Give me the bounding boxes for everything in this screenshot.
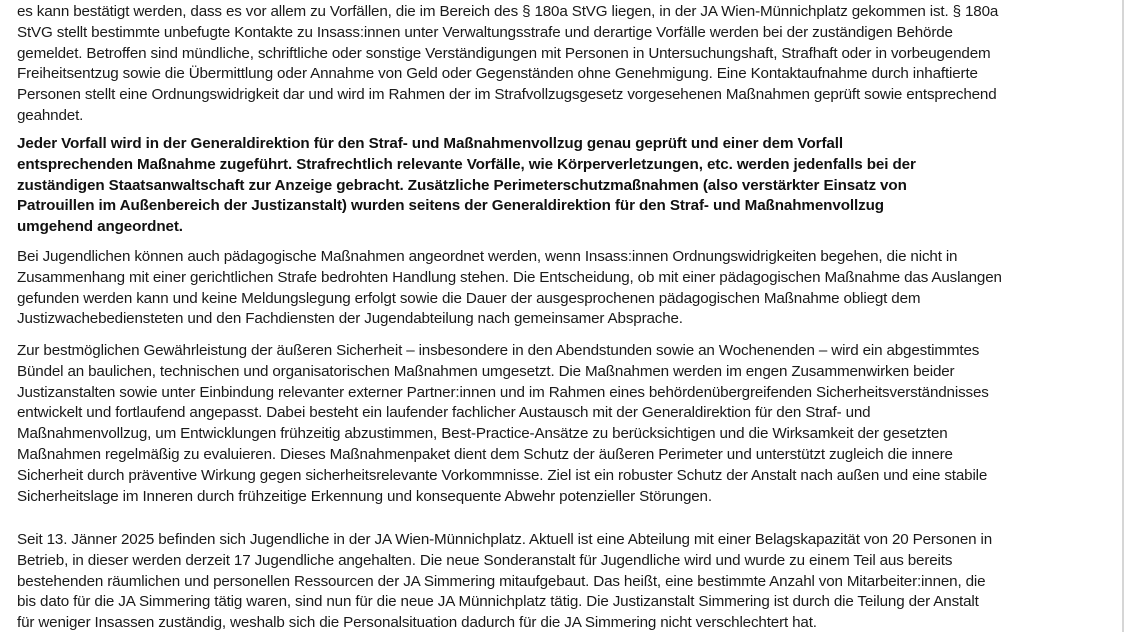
text-line: Sicherheit durch präventive Wirkung gegen sicherheitsrelevante Vorkommnisse. Ziel ist ein robuster Schutz der Anstalt nach außen und eine stabile xyxy=(17,466,988,484)
text-line: gemeldet. Betroffen sind mündliche, schriftliche oder sonstige Verständigungen mit Personen in Untersuchungshaft, Strafhaft oder in vorbeugendem xyxy=(17,44,991,62)
text-line: entsprechenden Maßnahme zugeführt. Strafrechtlich relevante Vorfälle, wie Körperverletzungen, etc. werden jedenfalls bei der xyxy=(17,155,916,173)
paragraph-180a-incidents xyxy=(17,2,998,127)
text-line: für weniger Insassen zuständig, weshalb sich die Personalsituation dadurch für die JA Simmering nicht verschlechtert hat. xyxy=(17,614,817,632)
text-line: Jeder Vorfall wird in der Generaldirektion für den Straf- und Maßnahmenvollzug genau geprüft und einer dem Vorfall xyxy=(17,135,843,152)
text-line: geahndet. xyxy=(17,106,84,124)
paragraph-bold-review-measures xyxy=(17,134,916,238)
text-line: Justizanstalten sowie unter Einbindung relevanter externer Partner:innen und im Rahmen eines behördenübergreifenden Sicherheitsverständnisses xyxy=(17,383,989,401)
text-line: Sicherheitslage im Inneren durch frühzeitige Erkennung und konsequente Abwehr potenzieller Störungen. xyxy=(17,487,712,505)
text-line: entwickelt und fortlaufend angepasst. Dabei besteht ein laufender fachlicher Austausch mit der Generaldirektion für den Straf- und xyxy=(17,404,871,422)
text-line: Maßnahmenvollzug, um Entwicklungen frühzeitig abzustimmen, Best-Practice-Ansätze zu berücksichtigen und die Wirksamkeit der gesetzten xyxy=(17,425,948,443)
text-line: Patrouillen im Außenbereich der Justizanstalt) wurden seitens der Generaldirektion für den Straf- und Maßnahmenvollzug xyxy=(17,197,884,215)
text-line: zuständigen Staatsanwaltschaft zur Anzeige gebracht. Zusätzliche Perimeterschutzmaßnahmen (also verstärkter Einsatz von xyxy=(17,176,907,194)
text-line: Zur bestmöglichen Gewährleistung der äußeren Sicherheit – insbesondere in den Abendstunden sowie an Wochenenden – wird ein abgestimmtes xyxy=(17,342,980,359)
paragraph-pedagogical-measures xyxy=(17,247,1002,330)
text-line: Zusammenhang mit einer gerichtlichen Strafe bedrohten Handlung stehen. Die Entscheidung, ob mit einer pädagogischen Maßnahme das Auslangen xyxy=(17,268,1002,286)
text-line: Bei Jugendlichen können auch pädagogische Maßnahmen angeordnet werden, wenn Insass:innen Ordnungswidrigkeiten begehen, die nicht in xyxy=(17,248,958,265)
text-line: gefunden werden kann und keine Meldungslegung erfolgt sowie die Dauer der ausgesprochenen pädagogischen Maßnahme obliegt dem xyxy=(17,289,921,307)
text-line: StVG stellt bestimmte unbefugte Kontakte zu Insass:innen unter Verwaltungsstrafe und derartige Vorfälle werden bei der zuständigen Behörde xyxy=(17,23,953,41)
paragraph-external-security xyxy=(17,341,989,507)
text-line: Seit 13. Jänner 2025 befinden sich Jugendliche in der JA Wien-Münnichplatz. Aktuell ist eine Abteilung mit einer Belagskapazität von 20 Personen in xyxy=(17,531,993,548)
text-line: Betrieb, in dieser werden derzeit 17 Jugendliche angehalten. Die neue Sonderanstalt für Jugendliche wird und wurde zu einem Teil aus bereits xyxy=(17,551,953,569)
text-line: Personen stellt eine Ordnungswidrigkeit dar und wird im Rahmen der im Strafvollzugsgesetz vorgesehenen Maßnahmen geprüft sowie entsprechend xyxy=(17,86,997,104)
text-line: Freiheitsentzug sowie die Übermittlung oder Annahme von Geld oder Gegenständen ohne Genehmigung. Eine Kontaktaufnahme durch inhaftierte xyxy=(17,65,978,83)
text-line: bestehenden räumlichen und personellen Ressourcen der JA Simmering mitaufgebaut. Das heißt, eine bestimmte Anzahl von Mitarbeiter:innen, die xyxy=(17,572,986,590)
text-line: Justizwachebediensteten und den Fachdiensten der Jugendabteilung nach gemeinsamer Absprache. xyxy=(17,310,683,328)
text-line: umgehend angeordnet. xyxy=(17,218,183,236)
text-line: es kann bestätigt werden, dass es vor allem zu Vorfällen, die im Bereich des § 180a StVG liegen, in der JA Wien-Münnichplatz gekommen ist. § 180a xyxy=(17,3,999,20)
text-line: Bündel an baulichen, technischen und organisatorischen Maßnahmen umgesetzt. Die Maßnahmen werden im engen Zusammenwirken beider xyxy=(17,362,955,380)
text-line: bis dato für die JA Simmering tätig waren, sind nun für die neue JA Münnichplatz tätig. Die Justizanstalt Simmering ist durch die Teilung der Anstalt xyxy=(17,593,979,611)
paragraph-youth-facility xyxy=(17,530,992,634)
text-line: Maßnahmen regelmäßig zu evaluieren. Dieses Maßnahmenpaket dient dem Schutz der äußeren Perimeter und unterstützt zugleich die innere xyxy=(17,445,953,463)
